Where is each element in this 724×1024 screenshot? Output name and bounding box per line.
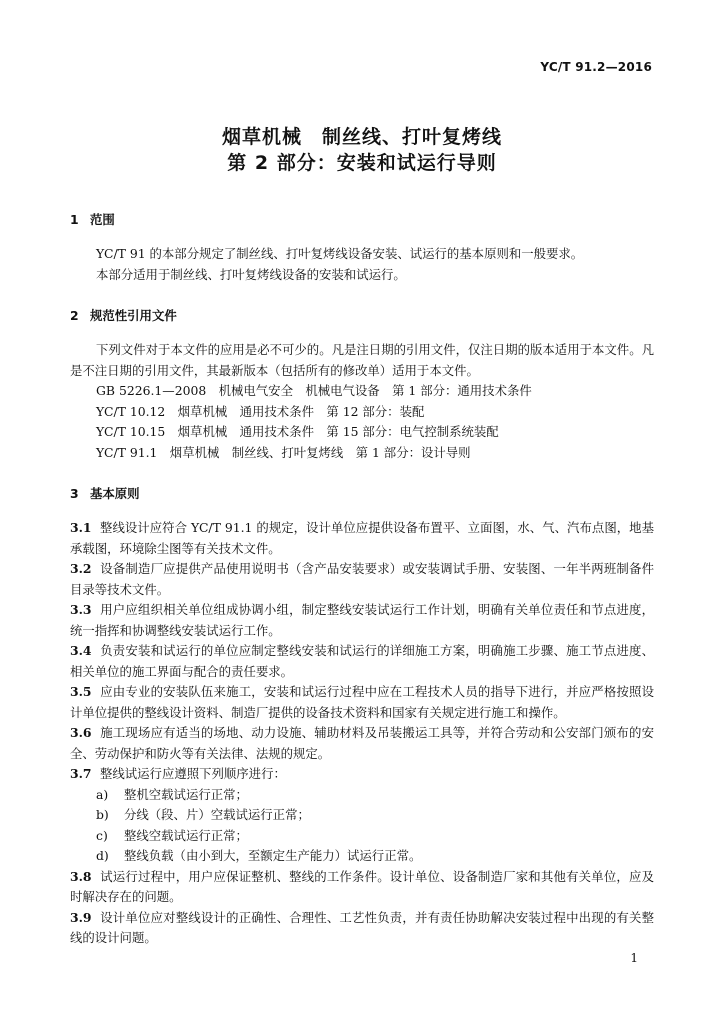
section-title: 范围 bbox=[90, 212, 115, 227]
clause-number: 3.5 bbox=[70, 684, 92, 699]
clause-number: 3.9 bbox=[70, 909, 92, 925]
clause-number: 3.1 bbox=[70, 520, 92, 535]
clause-text: 负责安装和试运行的单位应制定整线安装和试运行的详细施工方案，明确施工步骤、施工节点进度、相关单位的施工界面与配合的责任要求。 bbox=[70, 643, 654, 679]
list-item bbox=[70, 805, 654, 826]
clause-text: 整线试运行应遵照下列顺序进行： bbox=[100, 766, 286, 781]
clause-3-4 bbox=[70, 641, 654, 682]
document-title bbox=[0, 124, 724, 176]
clause-3-7 bbox=[70, 764, 654, 785]
clause-number: 3.6 bbox=[70, 725, 92, 740]
clause-text: 设计单位应对整线设计的正确性、合理性、工艺性负责，并有责任协助解决安装过程中出现的有关整线的设计问题。 bbox=[70, 909, 654, 945]
clause-3-5 bbox=[70, 682, 654, 723]
reference-item: YC/T 10.15 烟草机械 通用技术条件 第 15 部分：电气控制系统装配 bbox=[96, 424, 499, 439]
clause-text: 试运行过程中，用户应保证整机、整线的工作条件。设计单位、设备制造厂家和其他有关单位，应及时解决存在的问题。 bbox=[70, 868, 654, 904]
clause-text: 施工现场应有适当的场地、动力设施、辅助材料及吊装搬运工具等，并符合劳动和公安部门颁布的安全、劳动保护和防火等有关法律、法规的规定。 bbox=[70, 725, 654, 761]
reference-item: YC/T 10.12 烟草机械 通用技术条件 第 12 部分：装配 bbox=[96, 403, 425, 419]
list-item bbox=[70, 826, 654, 847]
list-text: 整机空载试运行正常； bbox=[124, 786, 248, 802]
scope-paragraph-2: 本部分适用于制丝线、打叶复烤线设备的安装和试运行。 bbox=[96, 266, 406, 282]
title-line-1: 烟草机械 制丝线、打叶复烤线 bbox=[221, 126, 502, 148]
clause-number: 3.4 bbox=[70, 643, 92, 658]
clause-text: 设备制造厂应提供产品使用说明书（含产品安装要求）或安装调试手册、安装图、一年半两班制备件目录等技术文件。 bbox=[70, 561, 654, 597]
list-item bbox=[70, 846, 654, 867]
page-number: 1 bbox=[630, 951, 638, 965]
list-marker: c) bbox=[96, 827, 108, 843]
clause-text: 用户应组织相关单位组成协调小组，制定整线安装试运行工作计划，明确有关单位责任和节点进度，统一指挥和协调整线安装试运行工作。 bbox=[70, 602, 654, 638]
clause-number: 3.3 bbox=[70, 602, 92, 617]
reference-item: YC/T 91.1 烟草机械 制丝线、打叶复烤线 第 1 部分：设计导则 bbox=[96, 444, 471, 460]
references-intro: 下列文件对于本文件的应用是必不可少的。凡是注日期的引用文件，仅注日期的版本适用于本文件。凡是不注日期的引用文件，其最新版本（包括所有的修改单）适用于本文件。 bbox=[70, 342, 654, 378]
list-text: 整线空载试运行正常； bbox=[124, 827, 248, 843]
section-number: 2 bbox=[70, 308, 79, 323]
clause-text: 应由专业的安装队伍来施工，安装和试运行过程中应在工程技术人员的指导下进行，并应严格按照设计单位提供的整线设计资料、制造厂提供的设备技术资料和国家有关规定进行施工和操作。 bbox=[70, 684, 654, 720]
section-1-heading bbox=[70, 210, 654, 230]
clause-3-6 bbox=[70, 723, 654, 764]
clause-number: 3.8 bbox=[70, 868, 92, 884]
scope-paragraph-1: YC/T 91 的本部分规定了制丝线、打叶复烤线设备安装、试运行的基本原则和一般要求。 bbox=[96, 246, 584, 261]
standard-code: YC/T 91.2—2016 bbox=[540, 60, 652, 74]
clause-3-3 bbox=[70, 600, 654, 641]
section-number: 1 bbox=[70, 212, 79, 227]
list-marker: d) bbox=[96, 848, 109, 863]
list-text: 整线负载（由小到大，至额定生产能力）试运行正常。 bbox=[124, 848, 422, 863]
clause-text: 整线设计应符合 YC/T 91.1 的规定，设计单位应提供设备布置平、立面图，水、气、汽布点图，地基承载图，环境除尘图等有关技术文件。 bbox=[70, 520, 654, 556]
section-2-heading bbox=[70, 306, 654, 326]
clause-3-2 bbox=[70, 559, 654, 600]
section-title: 基本原则 bbox=[90, 486, 140, 501]
clause-number: 3.2 bbox=[70, 561, 92, 576]
title-line-2: 第 2 部分：安装和试运行导则 bbox=[227, 152, 497, 174]
clause-3-9 bbox=[70, 908, 654, 949]
clause-3-8 bbox=[70, 867, 654, 908]
section-3-heading bbox=[70, 484, 654, 504]
document-body bbox=[70, 210, 654, 949]
section-title: 规范性引用文件 bbox=[90, 308, 177, 323]
list-text: 分线（段、片）空载试运行正常； bbox=[124, 807, 310, 822]
list-marker: a) bbox=[96, 786, 109, 802]
clause-3-1 bbox=[70, 518, 654, 559]
clause-number: 3.7 bbox=[70, 766, 92, 781]
section-number: 3 bbox=[70, 486, 79, 501]
list-marker: b) bbox=[96, 807, 109, 822]
reference-item: GB 5226.1—2008 机械电气安全 机械电气设备 第 1 部分：通用技术条件 bbox=[96, 383, 532, 398]
list-item bbox=[70, 785, 654, 806]
